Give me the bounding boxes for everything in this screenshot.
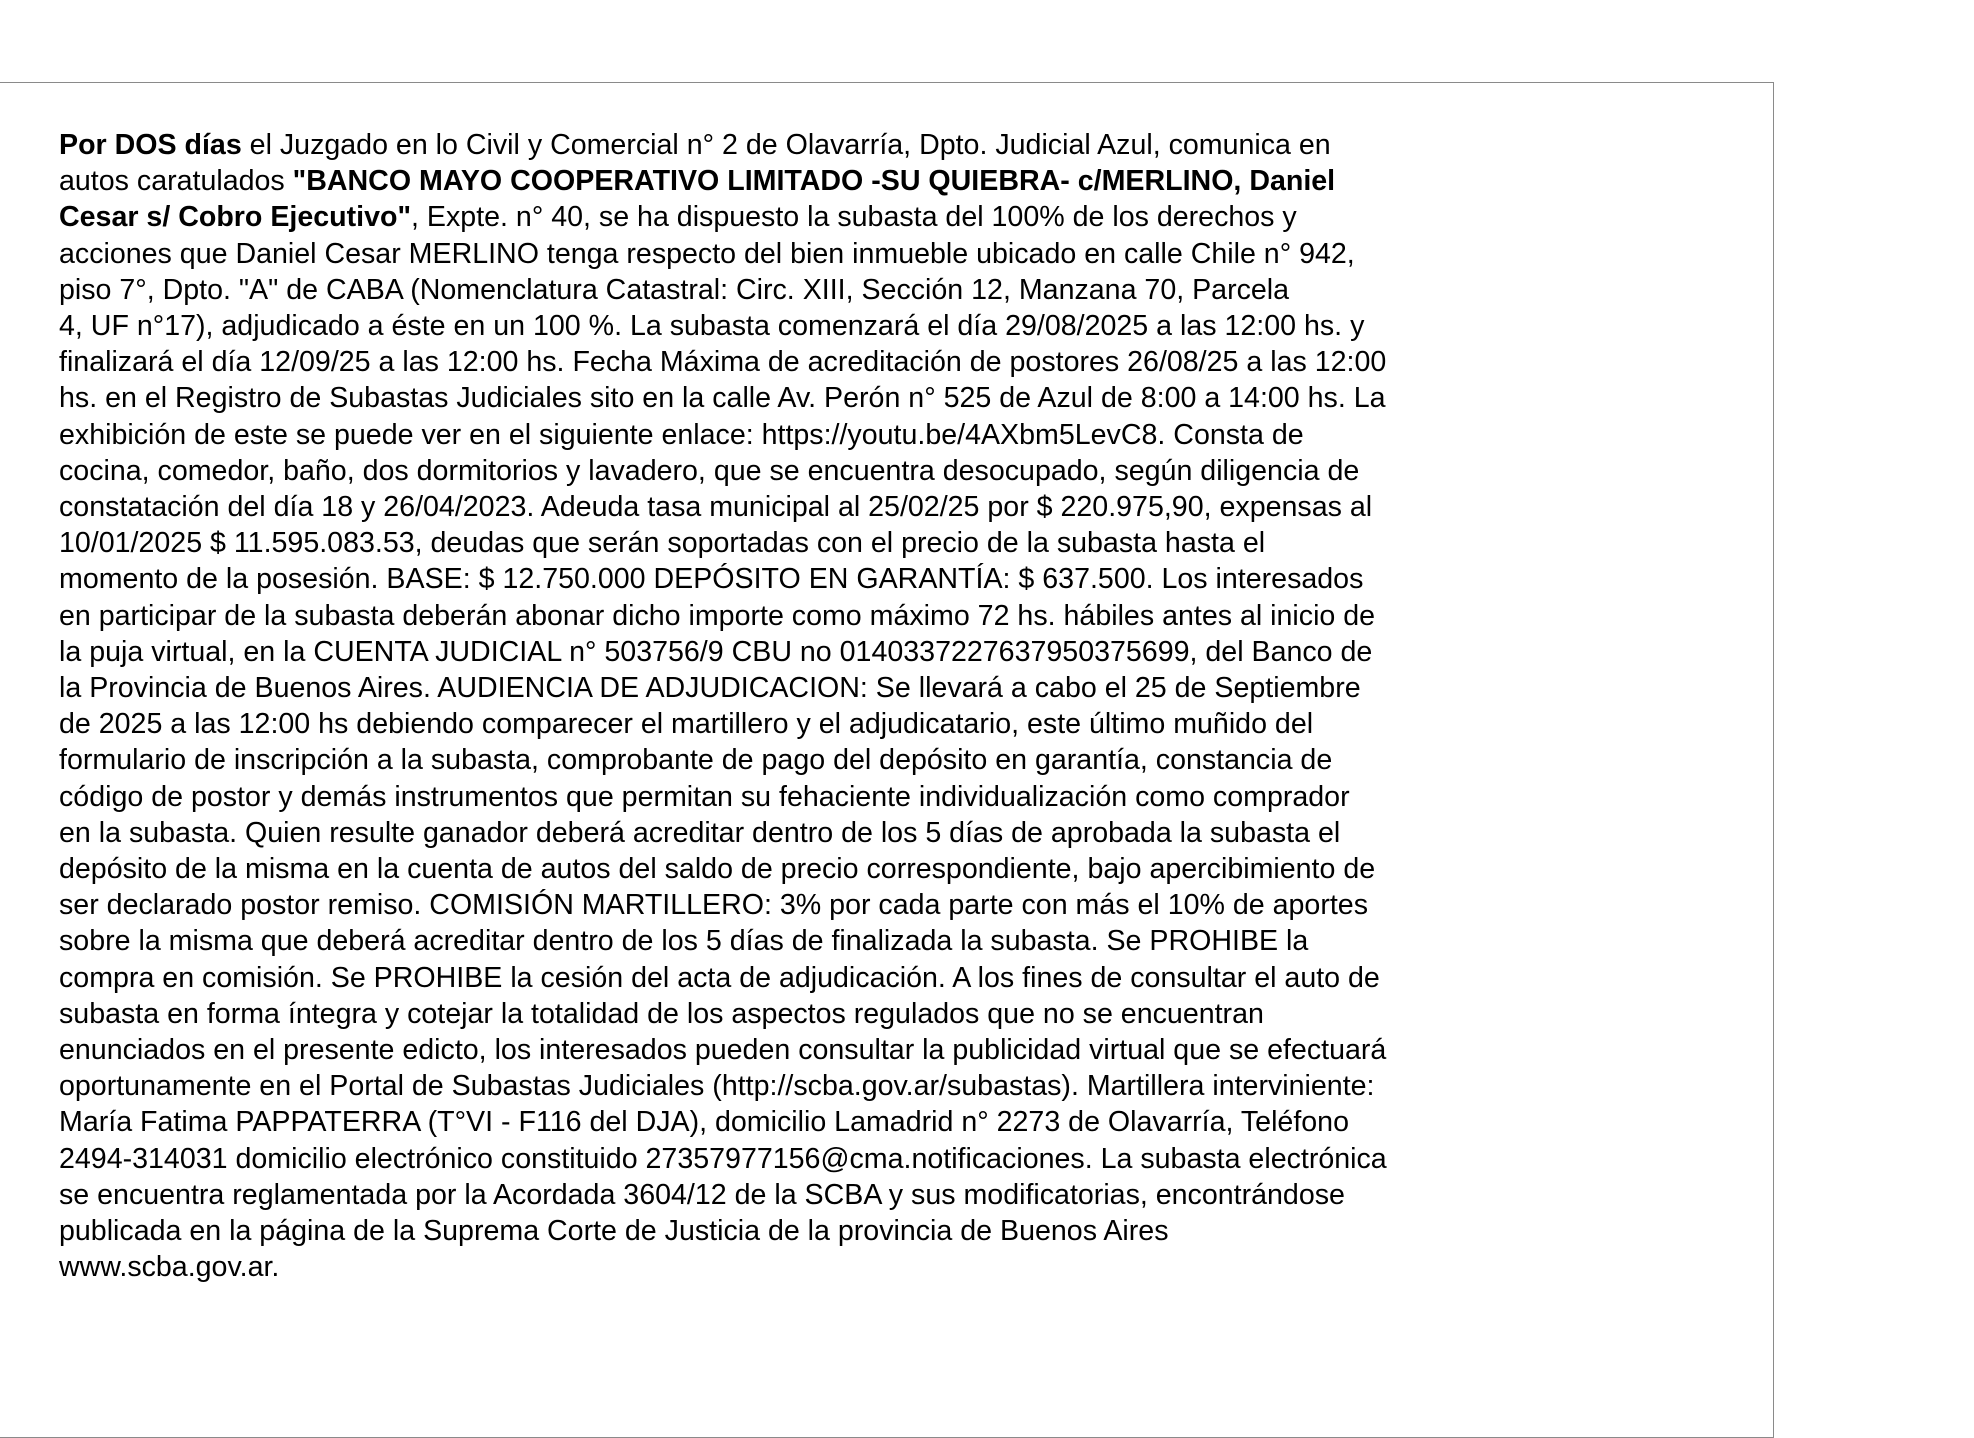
edict-segment: 10/01/2025 $ 11.595.083.53, deudas que serán soportadas con el precio de la subasta hasta el (59, 527, 1266, 560)
edict-line (59, 525, 1579, 561)
edict-line (59, 1177, 1579, 1213)
edict-segment: momento de la posesión. BASE: $ 12.750.000 DEPÓSITO EN GARANTÍA: $ 637.500. Los interesados (59, 563, 1364, 596)
edict-segment: formulario de inscripción a la subasta, comprobante de pago del depósito en garantía, constancia de (59, 744, 1333, 777)
edict-line (59, 598, 1579, 634)
edict-line (59, 634, 1579, 670)
edict-line (59, 417, 1579, 453)
edict-segment: se encuentra reglamentada por la Acordada 3604/12 de la SCBA y sus modificatorias, encontrándose (59, 1178, 1345, 1211)
edict-line (59, 1032, 1579, 1068)
edict-line (59, 923, 1579, 959)
edict-segment: de 2025 a las 12:00 hs debiendo comparecer el martillero y el adjudicatario, este último muñido del (59, 708, 1314, 741)
edict-segment: publicada en la página de la Suprema Corte de Justicia de la provincia de Buenos Aires (59, 1215, 1169, 1248)
edict-segment: ser declarado postor remiso. COMISIÓN MARTILLERO: 3% por cada parte con más el 10% de aportes (59, 889, 1369, 922)
edict-line (59, 380, 1579, 416)
edict-segment: subasta en forma íntegra y cotejar la totalidad de los aspectos regulados que no se encuentran (59, 997, 1264, 1030)
edict-line (59, 742, 1579, 778)
edict-line (59, 489, 1579, 525)
edict-line (59, 1104, 1579, 1140)
edict-segment: exhibición de este se puede ver en el siguiente enlace: https://youtu.be/4AXbm5LevC8. Consta de (59, 418, 1304, 451)
edict-line (59, 199, 1579, 235)
edict-line (59, 236, 1579, 272)
edict-line (59, 561, 1579, 597)
edict-line (59, 887, 1579, 923)
edict-line (59, 308, 1579, 344)
edict-line (59, 1213, 1579, 1249)
edict-line (59, 670, 1579, 706)
edict-line (59, 127, 1579, 163)
edict-line (59, 779, 1579, 815)
edict-segment: el Juzgado en lo Civil y Comercial n° 2 de Olavarría, Dpto. Judicial Azul, comunica en (241, 129, 1331, 161)
edict-line (59, 706, 1579, 742)
edict-line (59, 815, 1579, 851)
edict-line (59, 960, 1579, 996)
edict-segment: finalizará el día 12/09/25 a las 12:00 hs. Fecha Máxima de acreditación de postores 26/08/25 a las 12:00 (59, 346, 1387, 379)
edict-segment: autos caratulados (59, 165, 293, 198)
edict-text (59, 127, 1579, 1286)
edict-line (59, 1249, 1579, 1285)
edict-segment: código de postor y demás instrumentos que permitan su fehaciente individualización como comprador (59, 780, 1350, 813)
edict-segment: en la subasta. Quien resulte ganador deberá acreditar dentro de los 5 días de aprobada la subasta el (59, 816, 1341, 849)
edict-segment: , Expte. n° 40, se ha dispuesto la subasta del 100% de los derechos y (411, 201, 1297, 234)
edict-segment: en participar de la subasta deberán abonar dicho importe como máximo 72 hs. hábiles antes al inicio de (59, 599, 1376, 632)
edict-segment: depósito de la misma en la cuenta de autos del saldo de precio correspondiente, bajo apercibimiento de (59, 853, 1376, 886)
edict-segment: constatación del día 18 y 26/04/2023. Adeuda tasa municipal al 25/02/25 por $ 220.975,90, expensas al (59, 491, 1373, 524)
edict-line (59, 1068, 1579, 1104)
edict-line (59, 163, 1579, 199)
edict-segment: enunciados en el presente edicto, los interesados pueden consultar la publicidad virtual que se efectuará (59, 1034, 1387, 1067)
edict-line (59, 272, 1579, 308)
edict-line (59, 1141, 1579, 1177)
edict-segment: María Fatima PAPPATERRA (T°VI - F116 del DJA), domicilio Lamadrid n° 2273 de Olavarría, Teléfono (59, 1106, 1349, 1139)
edict-segment: piso 7°, Dpto. "A" de CABA (Nomenclatura Catastral: Circ. XIII, Sección 12, Manzana 70, Parcela (59, 273, 1290, 306)
edict-segment: la puja virtual, en la CUENTA JUDICIAL n° 503756/9 CBU no 0140337227637950375699, del Banco de (59, 635, 1373, 668)
edict-line (59, 453, 1579, 489)
edict-segment: compra en comisión. Se PROHIBE la cesión del acta de adjudicación. A los fines de consultar el auto de (59, 961, 1380, 994)
edict-segment: acciones que Daniel Cesar MERLINO tenga respecto del bien inmueble ubicado en calle Chile n° 942, (59, 237, 1355, 270)
edict-line (59, 851, 1579, 887)
edict-segment: www.scba.gov.ar. (59, 1251, 280, 1284)
edict-segment: 4, UF n°17), adjudicado a éste en un 100 %. La subasta comenzará el día 29/08/2025 a las 12:00 hs. y (59, 310, 1365, 343)
edict-bold-segment: Cesar s/ Cobro Ejecutivo" (59, 201, 412, 234)
edict-segment: la Provincia de Buenos Aires. AUDIENCIA DE ADJUDICACION: Se llevará a cabo el 25 de Septiembre (59, 672, 1361, 705)
edict-line (59, 996, 1579, 1032)
edict-segment: sobre la misma que deberá acreditar dentro de los 5 días de finalizada la subasta. Se PROHIBE la (59, 925, 1309, 958)
edict-segment: 2494-314031 domicilio electrónico constituido 27357977156@cma.notificaciones. La subasta electrónica (59, 1142, 1387, 1175)
edict-segment: hs. en el Registro de Subastas Judiciales sito en la calle Av. Perón n° 525 de Azul de 8:00 a 14:00 hs. La (59, 382, 1386, 415)
edict-segment: cocina, comedor, baño, dos dormitorios y lavadero, que se encuentra desocupado, según diligencia de (59, 454, 1360, 487)
edict-bold-segment: Por DOS días (59, 129, 242, 161)
edict-segment: oportunamente en el Portal de Subastas Judiciales (http://scba.gov.ar/subastas). Martillera interviniente: (59, 1070, 1375, 1103)
edict-line (59, 344, 1579, 380)
edict-bold-segment: "BANCO MAYO COOPERATIVO LIMITADO -SU QUIEBRA- c/MERLINO, Daniel (292, 165, 1336, 198)
